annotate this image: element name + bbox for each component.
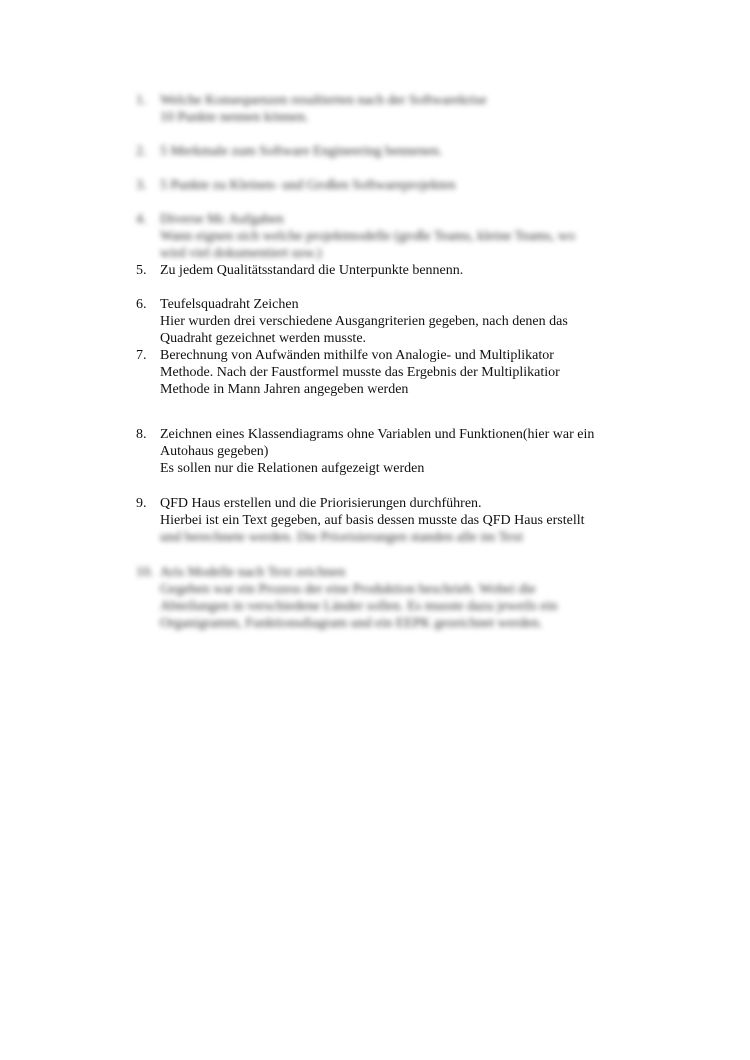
exam-question-list xyxy=(136,92,656,632)
list-item-7 xyxy=(136,347,656,398)
item-number: 6. xyxy=(136,297,147,312)
item-text-line: Abteilungen in verschiedene Länder sollen. Es musste dazu jeweils ein xyxy=(160,599,558,614)
item-text-line: Hier wurden drei verschiedene Ausgangriterien gegeben, nach denen das xyxy=(160,314,568,329)
item-number: 10. xyxy=(136,565,154,580)
item-text-line: Teufelsquadraht Zeichen xyxy=(160,297,299,312)
item-text-line: Berechnung von Aufwänden mithilfe von Analogie- und Multiplikator xyxy=(160,348,554,363)
list-item-1 xyxy=(136,92,656,126)
item-text-line: Zeichnen eines Klassendiagrams ohne Variablen und Funktionen(hier war ein xyxy=(160,427,595,442)
item-text-line: 5 Merkmale zum Software Engineering bennenen. xyxy=(160,144,443,159)
item-text-line: Autohaus gegeben) xyxy=(160,444,269,459)
list-item-6 xyxy=(136,296,656,347)
list-item-8 xyxy=(136,426,656,477)
item-text-line: Es sollen nur die Relationen aufgezeigt werden xyxy=(160,461,425,476)
item-text-line: Methode. Nach der Faustformel musste das Ergebnis der Multiplikatior xyxy=(160,365,560,380)
list-item-4 xyxy=(136,211,656,262)
item-number: 1. xyxy=(136,93,147,108)
item-text-line: Quadraht gezeichnet werden musste. xyxy=(160,331,367,346)
item-text-line-blurred: und berechnete werden. Die Priorisierungen standen alle im Text xyxy=(160,530,524,545)
item-text-line: Welche Konsequenzen resultierten nach der Softwarekrise xyxy=(160,93,487,108)
item-text-line: 5 Punkte zu Kleinen- und Großen Softwareprojekten xyxy=(160,178,456,193)
list-item-9 xyxy=(136,495,656,546)
item-number: 5. xyxy=(136,263,147,278)
item-text-line: Zu jedem Qualitätsstandard die Unterpunkte bennenn. xyxy=(160,263,464,278)
item-number: 2. xyxy=(136,144,147,159)
item-text-line: Aris Modelle nach Text zeichnen xyxy=(160,565,346,580)
item-number: 8. xyxy=(136,427,147,442)
list-item-3 xyxy=(136,177,656,194)
item-text-line: Organigramm, Funktionsdiagram und ein EEPK gezeichnet werden. xyxy=(160,616,543,631)
item-text-line: 10 Punkte nennen können. xyxy=(160,110,309,125)
item-text-line: Hierbei ist ein Text gegeben, auf basis dessen musste das QFD Haus erstellt xyxy=(160,513,585,528)
item-number: 3. xyxy=(136,178,147,193)
item-text-line: QFD Haus erstellen und die Priorisierungen durchführen. xyxy=(160,496,482,511)
list-item-5 xyxy=(136,262,656,279)
list-item-2 xyxy=(136,143,656,160)
item-number: 9. xyxy=(136,496,147,511)
item-text-line: Gegeben war ein Prozess der eine Produktion beschrieb. Wobei die xyxy=(160,582,536,597)
list-item-10 xyxy=(136,564,656,632)
item-number: 4. xyxy=(136,212,147,227)
item-text-line: Diverse Mc Aufgaben xyxy=(160,212,284,227)
item-number: 7. xyxy=(136,348,147,363)
item-text-line: wird viel dokumentiert usw.) xyxy=(160,246,322,261)
item-text-line: Wann eignen sich welche projektmodelle (große Teams, kleine Teams, wo xyxy=(160,229,576,244)
item-text-line: Methode in Mann Jahren angegeben werden xyxy=(160,382,409,397)
